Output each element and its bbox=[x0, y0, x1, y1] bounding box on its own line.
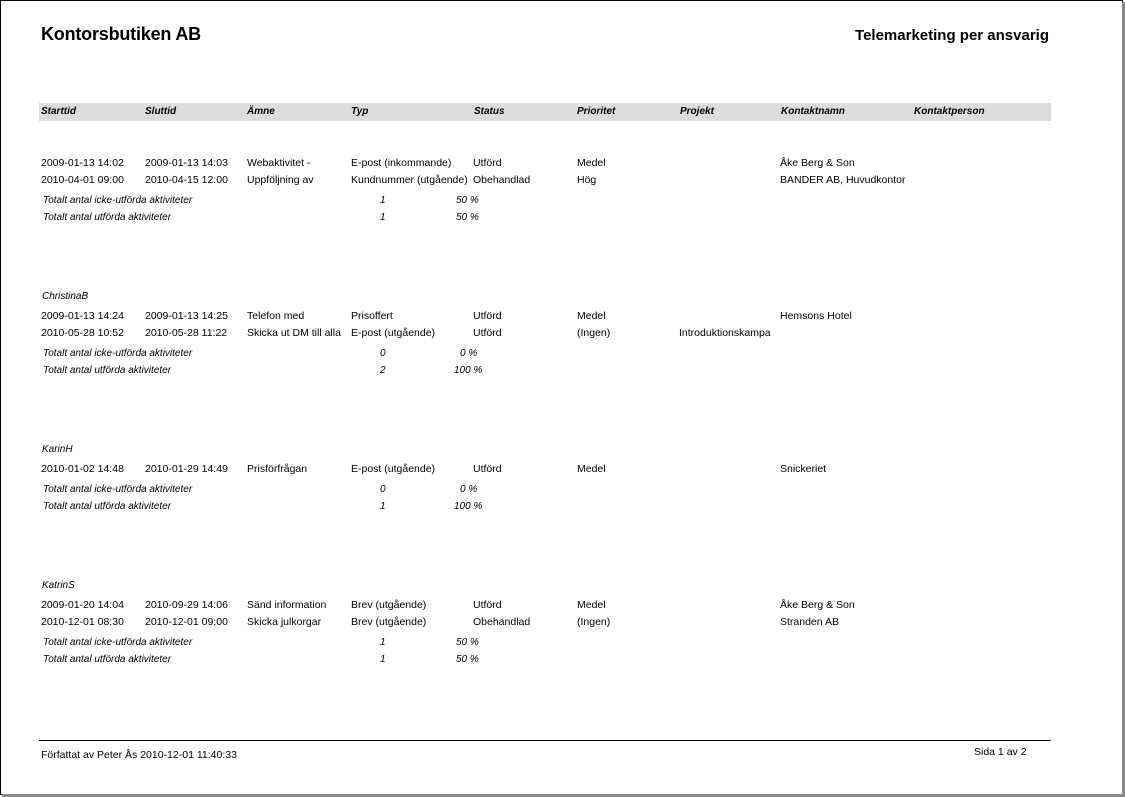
table-cell: BANDER AB, Huvudkontor bbox=[780, 174, 906, 186]
total-label: Totalt antal utförda aktiviteter bbox=[43, 654, 172, 665]
total-count: 1 bbox=[380, 654, 386, 665]
total-percent: 0 % bbox=[460, 348, 478, 359]
table-cell: Skicka ut DM till alla bbox=[247, 327, 341, 339]
table-cell: 2009-01-20 14:04 bbox=[41, 599, 124, 611]
table-cell: 2009-01-13 14:24 bbox=[41, 310, 124, 322]
table-row bbox=[1, 310, 1125, 324]
table-cell: Medel bbox=[577, 157, 606, 169]
total-row bbox=[1, 654, 1125, 668]
table-cell: Obehandlad bbox=[473, 616, 531, 628]
total-row bbox=[1, 195, 1125, 209]
table-row bbox=[1, 174, 1125, 188]
table-cell: 2010-04-15 12:00 bbox=[145, 174, 228, 186]
table-row bbox=[1, 157, 1125, 171]
total-percent: 50 % bbox=[456, 212, 479, 223]
table-cell: E-post (inkommande) bbox=[351, 157, 452, 169]
column-header-typ: Typ bbox=[351, 106, 369, 117]
total-row bbox=[1, 501, 1125, 515]
total-percent: 0 % bbox=[460, 484, 478, 495]
table-row bbox=[1, 616, 1125, 630]
table-cell: 2010-12-01 09:00 bbox=[145, 616, 228, 628]
total-row bbox=[1, 637, 1125, 651]
group-name: KatrinS bbox=[42, 580, 75, 591]
total-percent: 50 % bbox=[456, 195, 479, 206]
table-cell: Skicka julkorgar bbox=[247, 616, 322, 628]
table-cell: 2010-05-28 10:52 bbox=[41, 327, 124, 339]
table-cell: 2010-04-01 09:00 bbox=[41, 174, 124, 186]
column-header-starttid: Starttid bbox=[41, 106, 76, 117]
group-name: ChristinaB bbox=[42, 291, 89, 302]
table-cell: 2009-01-13 14:25 bbox=[145, 310, 228, 322]
table-cell: Brev (utgående) bbox=[351, 599, 427, 611]
total-row bbox=[1, 484, 1125, 498]
table-cell: (Ingen) bbox=[577, 616, 611, 628]
total-label: Totalt antal icke-utförda aktiviteter bbox=[43, 637, 193, 648]
total-label: Totalt antal utförda aktiviteter bbox=[43, 501, 172, 512]
table-cell: 2010-05-28 11:22 bbox=[145, 327, 228, 339]
column-header-sluttid: Sluttid bbox=[145, 106, 177, 117]
total-count: 1 bbox=[380, 195, 386, 206]
report-title: Telemarketing per ansvarig bbox=[855, 27, 1049, 44]
column-header-kontaktnamn: Kontaktnamn bbox=[781, 106, 845, 117]
total-count: 0 bbox=[380, 348, 386, 359]
table-cell: Medel bbox=[577, 463, 606, 475]
table-row bbox=[1, 599, 1125, 613]
total-count: 1 bbox=[380, 212, 386, 223]
table-cell: Åke Berg & Son bbox=[780, 599, 855, 611]
table-cell: Introduktionskampa bbox=[679, 327, 771, 339]
total-row bbox=[1, 365, 1125, 379]
table-cell: Hög bbox=[577, 174, 597, 186]
table-cell: 2010-01-29 14:49 bbox=[145, 463, 228, 475]
total-count: 1 bbox=[380, 501, 386, 512]
table-cell: E-post (utgående) bbox=[351, 463, 436, 475]
table-cell: Brev (utgående) bbox=[351, 616, 427, 628]
page-number: Sida 1 av 2 bbox=[974, 746, 1027, 758]
footer-divider bbox=[39, 740, 1051, 741]
table-cell: Telefon med bbox=[247, 310, 305, 322]
table-cell: Uppföljning av bbox=[247, 174, 314, 186]
table-cell: Stranden AB bbox=[780, 616, 839, 628]
table-cell: Utförd bbox=[473, 310, 502, 322]
total-label: Totalt antal icke-utförda aktiviteter bbox=[43, 348, 193, 359]
table-cell: 2010-12-01 08:30 bbox=[41, 616, 124, 628]
table-cell: Åke Berg & Son bbox=[780, 157, 855, 169]
table-cell: Snickeriet bbox=[780, 463, 827, 475]
total-count: 2 bbox=[380, 365, 386, 376]
table-cell: 2009-01-13 14:02 bbox=[41, 157, 124, 169]
total-count: 0 bbox=[380, 484, 386, 495]
table-row bbox=[1, 327, 1125, 341]
table-cell: Utförd bbox=[473, 599, 502, 611]
table-cell: 2010-09-29 14:06 bbox=[145, 599, 228, 611]
table-cell: (Ingen) bbox=[577, 327, 611, 339]
total-percent: 50 % bbox=[456, 654, 479, 665]
total-percent: 50 % bbox=[456, 637, 479, 648]
table-cell: Utförd bbox=[473, 463, 502, 475]
table-cell: Webaktivitet - bbox=[247, 157, 311, 169]
group-name: KarinH bbox=[42, 444, 73, 455]
table-cell: Sänd information bbox=[247, 599, 327, 611]
table-cell: Utförd bbox=[473, 327, 502, 339]
table-cell: 2010-01-02 14:48 bbox=[41, 463, 124, 475]
column-header-projekt: Projekt bbox=[680, 106, 714, 117]
total-row bbox=[1, 212, 1125, 226]
table-cell: Obehandlad bbox=[473, 174, 531, 186]
table-cell: Prisförfrågan bbox=[247, 463, 308, 475]
table-cell: Kundnummer (utgående) bbox=[351, 174, 468, 186]
table-cell: Utförd bbox=[473, 157, 502, 169]
column-header-status: Status bbox=[474, 106, 505, 117]
table-cell: Medel bbox=[577, 310, 606, 322]
table-cell: Medel bbox=[577, 599, 606, 611]
total-label: Totalt antal utförda aktiviteter bbox=[43, 365, 172, 376]
column-header-prioritet: Prioritet bbox=[577, 106, 616, 117]
column-header-kontaktperson: Kontaktperson bbox=[914, 106, 985, 117]
table-cell: Hemsons Hotel bbox=[780, 310, 852, 322]
footer-author: Författat av Peter Ås 2010-12-01 11:40:33 bbox=[41, 749, 237, 761]
company-name: Kontorsbutiken AB bbox=[41, 24, 201, 44]
table-row bbox=[1, 463, 1125, 477]
column-header-bar bbox=[39, 103, 1051, 121]
total-percent: 100 % bbox=[454, 365, 483, 376]
table-cell: Prisoffert bbox=[351, 310, 393, 322]
total-label: Totalt antal utförda aktiviteter bbox=[43, 212, 172, 223]
total-label: Totalt antal icke-utförda aktiviteter bbox=[43, 195, 193, 206]
table-cell: 2009-01-13 14:03 bbox=[145, 157, 228, 169]
total-row bbox=[1, 348, 1125, 362]
total-label: Totalt antal icke-utförda aktiviteter bbox=[43, 484, 193, 495]
total-count: 1 bbox=[380, 637, 386, 648]
column-header-amne: Ämne bbox=[247, 106, 275, 117]
table-cell: E-post (utgående) bbox=[351, 327, 436, 339]
total-percent: 100 % bbox=[454, 501, 483, 512]
